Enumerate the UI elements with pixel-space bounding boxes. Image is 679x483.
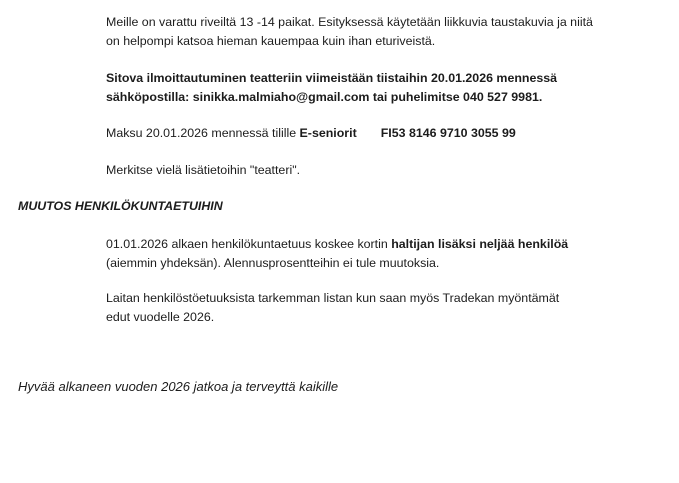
benefits-heading: MUUTOS HENKILÖKUNTAETUIHIN <box>18 199 223 213</box>
note-paragraph <box>106 161 651 180</box>
benefits-line-2: (aiemmin yhdeksän). Alennusprosentteihin ei tule muutoksia. <box>106 256 440 270</box>
iban-number: FI53 8146 9710 3055 99 <box>380 126 516 140</box>
registration-line-2: sähköpostilla: sinikka.malmiaho@gmail.com tai puhelimitse 040 527 9981. <box>106 90 543 104</box>
closing-greeting: Hyvää alkaneen vuoden 2026 jatkoa ja terveyttä kaikille <box>18 379 339 394</box>
seats-line-2: on helpompi katsoa hieman kauempaa kuin ihan eturiveistä. <box>106 34 436 48</box>
benefits-line-1-bold: haltijan lisäksi neljää henkilöä <box>391 237 569 251</box>
list-line-1: Laitan henkilöstöetuuksista tarkemman listan kun saan myös Tradekan myöntämät <box>106 291 560 305</box>
seats-paragraph <box>106 13 651 51</box>
account-name: E-seniorit <box>299 126 357 140</box>
payment-line <box>106 124 651 143</box>
registration-paragraph <box>106 69 651 107</box>
payment-text: Maksu 20.01.2026 mennessä tilille <box>106 126 300 140</box>
registration-line-1: Sitova ilmoittautuminen teatteriin viimeistään tiistaihin 20.01.2026 mennessä <box>106 71 558 85</box>
seats-line-1: Meille on varattu riveiltä 13 -14 paikat. Esityksessä käytetään liikkuvia taustakuvia ja niitä <box>106 15 593 29</box>
note-text: Merkitse vielä lisätietoihin "teatteri". <box>106 163 301 177</box>
list-line-2: edut vuodelle 2026. <box>106 310 215 324</box>
payment-paragraph <box>106 124 651 143</box>
list-paragraph <box>106 289 651 327</box>
benefits-paragraph <box>106 235 651 273</box>
benefits-line-1-prefix: 01.01.2026 alkaen henkilökuntaetuus koskee kortin <box>106 237 392 251</box>
benefits-line-1 <box>106 235 651 254</box>
